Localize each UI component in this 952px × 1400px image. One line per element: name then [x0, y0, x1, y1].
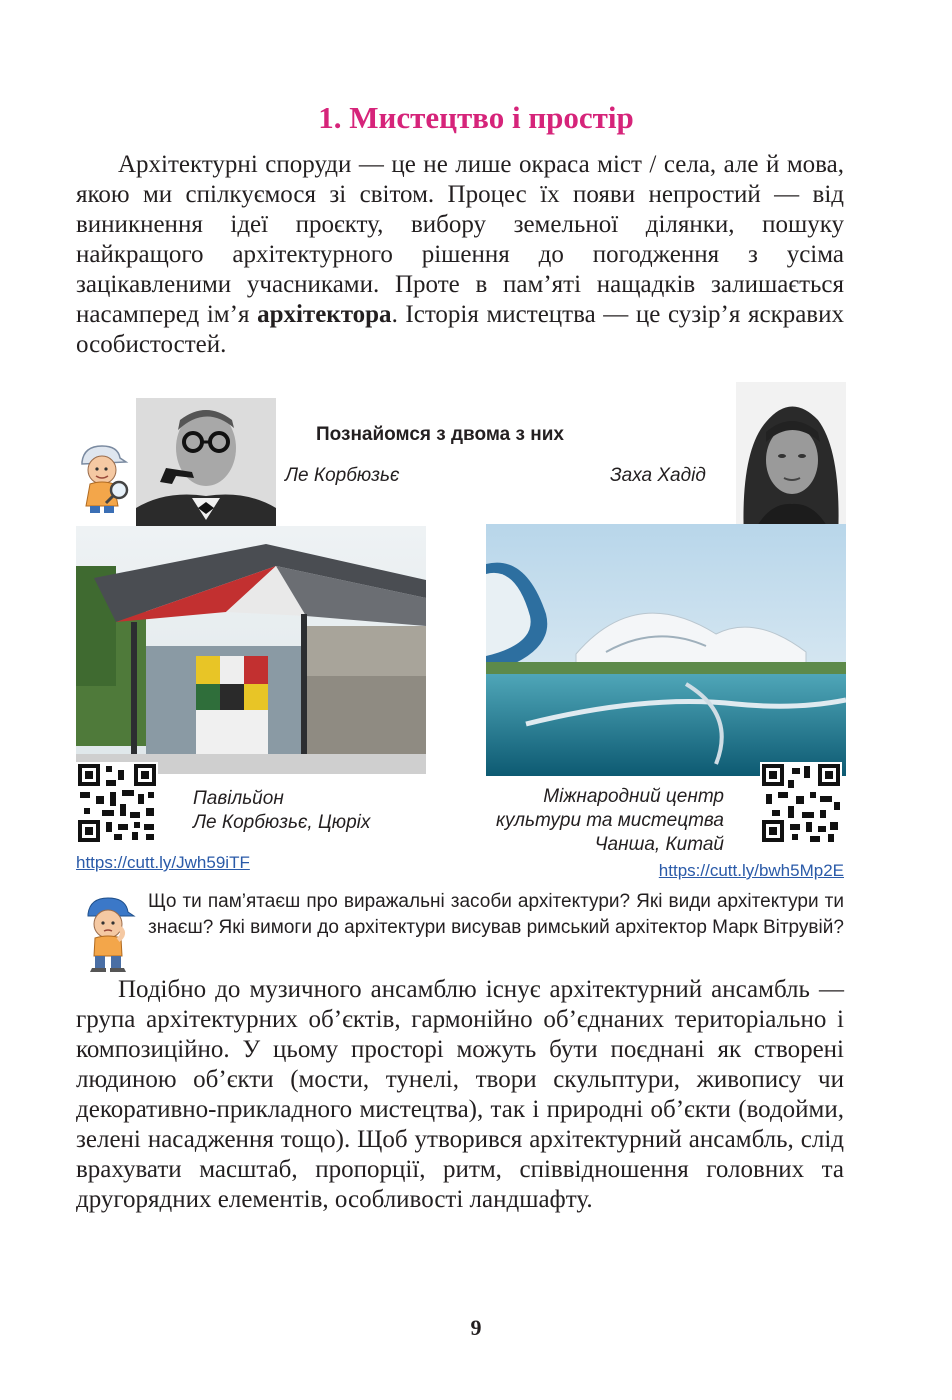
thinking-mascot-icon [78, 894, 138, 972]
intro-heading: Познайомся з двома з них [316, 424, 564, 445]
changsha-centre-photo [486, 524, 846, 776]
pavilion-photo [76, 526, 426, 774]
section-title: 1. Мистецтво і простір [318, 100, 634, 135]
detective-mascot-icon [72, 440, 134, 515]
qr-code-changsha[interactable] [760, 762, 842, 844]
zaha-hadid-portrait [736, 382, 846, 540]
pavilion-caption-line2: Ле Корбюзьє, Цюріх [193, 812, 371, 833]
intro-paragraph: Архітектурні споруди — це не лише окраса міст / села, але й мова, якою ми спілкуємося зі світом. Процес їх появи непростий — від виникнення ідеї проєкту, вибору земельної ділянки, пошуку найкращого архітектурного рішення до погодження з усіма зацікавленими учасниками. Проте в пам’яті нащадків залишається насамперед ім’я архітектора. Історія мистецтва — це сузір’я яскравих особистостей. [76, 151, 844, 358]
le-corbusier-portrait [136, 398, 276, 540]
changsha-caption-line2: культури та мистецтва [496, 810, 724, 831]
ensemble-paragraph: Подібно до музичного ансамблю існує архітектурний ансамбль — група архітектурних об’єктів, гармонійно об’єднаних територіально і композиційно. У цьому просторі можуть бути поєднані як створені людиною об’єкти (мости, тунелі, твори скульптури, живопису чи декоративно-прикладного мистецтва), так і природні об’єкти (водойми, зелені насадження тощо). Щоб утворився архітектурний ансамбль, слід врахувати масштаб, пропорції, ритм, співвідношення головних та другорядних елементів, особливості ландшафту. [76, 976, 844, 1213]
qr-code-pavilion[interactable] [76, 762, 158, 844]
page-number: 9 [470, 1315, 482, 1340]
bold-term: архітектора [257, 301, 392, 328]
changsha-link[interactable]: https://cutt.ly/bwh5Mp2E [658, 861, 844, 880]
changsha-caption-line3: Чанша, Китай [594, 834, 724, 855]
architect-name-le-corbusier: Ле Корбюзьє [285, 465, 400, 486]
pavilion-caption-line1: Павільйон [193, 788, 284, 809]
architect-name-zaha-hadid: Заха Хадід [610, 465, 706, 486]
review-question: Що ти пам’ятаєш про виражальні засоби архітектури? Які види архітектури ти знаєш? Які вимоги до архітектури висував римський архітектор Марк Вітрувій? [148, 891, 844, 938]
pavilion-link[interactable]: https://cutt.ly/Jwh59iTF [76, 853, 250, 872]
changsha-caption-line1: Міжнародний центр [543, 786, 724, 807]
